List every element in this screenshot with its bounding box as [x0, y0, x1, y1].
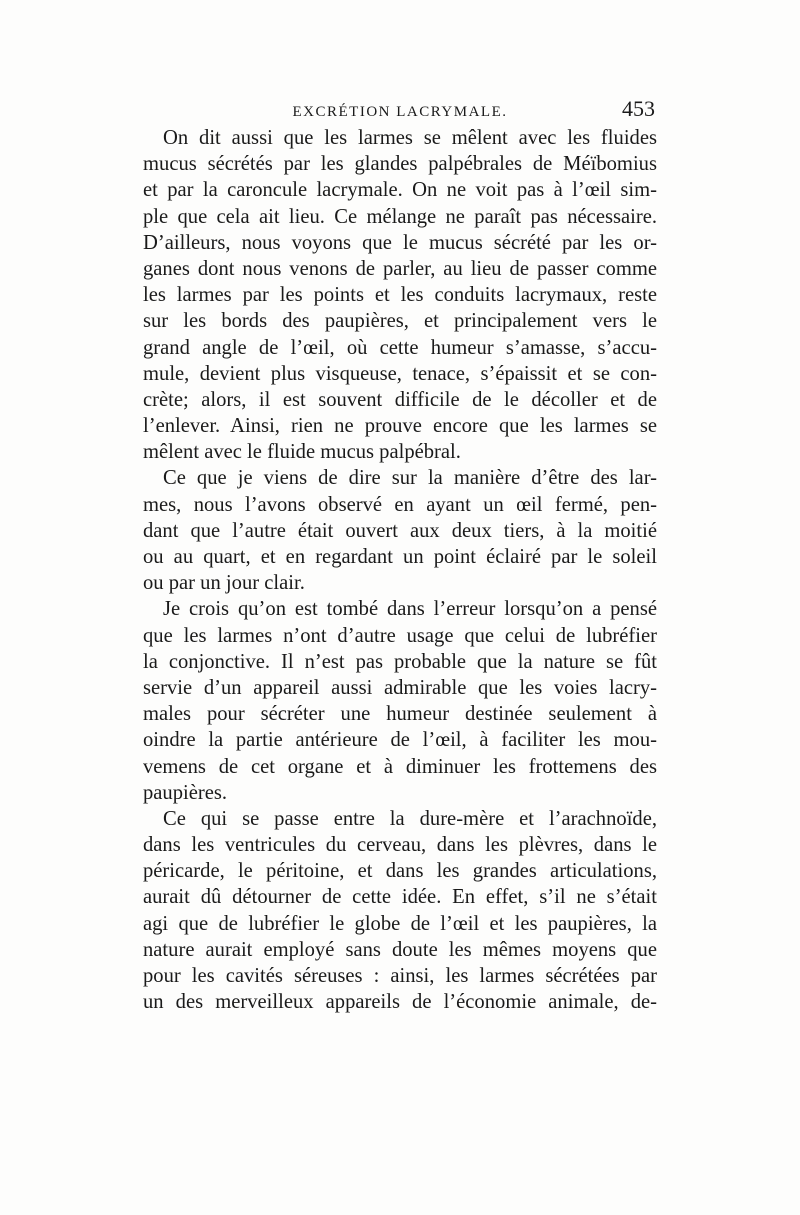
text-line: paupières. [143, 781, 228, 804]
text-line: mule, devient plus visqueuse, tenace, s’épaissit et se con- [143, 362, 657, 385]
running-title: EXCRÉTION LACRYMALE. [292, 104, 508, 120]
text-line: péricarde, le péritoine, et dans les grandes articulations, [143, 860, 657, 883]
text-line: la conjonctive. Il n’est pas probable que la nature se fût [143, 650, 657, 673]
text-line: ou par un jour clair. [143, 572, 305, 595]
text-line: un des merveilleux appareils de l’économie animale, de- [143, 991, 657, 1014]
text-line: l’enlever. Ainsi, rien ne prouve encore que les larmes se [143, 415, 657, 438]
text-line: ganes dont nous venons de parler, au lieu de passer comme [143, 257, 657, 280]
text-line: nature aurait employé sans doute les mêmes moyens que [143, 938, 657, 961]
text-line: Je crois qu’on est tombé dans l’erreur lorsqu’on a pensé [163, 598, 657, 621]
text-line: males pour sécréter une humeur destinée seulement à [143, 703, 657, 726]
text-line: Ce qui se passe entre la dure-mère et l’arachnoïde, [163, 807, 657, 830]
text-line: dans les ventricules du cerveau, dans les plèvres, dans le [143, 834, 657, 857]
text-line: oindre la partie antérieure de l’œil, à faciliter les mou- [143, 729, 657, 752]
text-line: aurait dû détourner de cette idée. En effet, s’il ne s’était [143, 886, 657, 909]
text-line: grand angle de l’œil, où cette humeur s’amasse, s’accu- [143, 336, 657, 359]
text-line: dant que l’autre était ouvert aux deux tiers, à la moitié [143, 519, 657, 542]
text-line: ple que cela ait lieu. Ce mélange ne paraît pas nécessaire. [143, 205, 657, 228]
text-line: mes, nous l’avons observé en ayant un œil fermé, pen- [143, 493, 657, 516]
text-line: servie d’un appareil aussi admirable que les voies lacry- [143, 676, 657, 699]
text-line: D’ailleurs, nous voyons que le mucus sécrété par les or- [143, 231, 657, 254]
running-head [145, 96, 655, 126]
text-line: agi que de lubréfier le globe de l’œil et les paupières, la [143, 912, 657, 935]
text-line: mêlent avec le fluide mucus palpébral. [143, 441, 461, 464]
text-line: crète; alors, il est souvent difficile de le décoller et de [143, 388, 657, 411]
text-line: Ce que je viens de dire sur la manière d’être des lar- [163, 467, 657, 490]
text-line: sur les bords des paupières, et principalement vers le [143, 310, 657, 333]
text-line: On dit aussi que les larmes se mêlent avec les fluides [163, 127, 657, 149]
text-line: ou au quart, et en regardant un point éclairé par le soleil [143, 546, 657, 568]
text-line: mucus sécrétés par les glandes palpébrales de Méïbomius [143, 153, 657, 176]
text-line: et par la caroncule lacrymale. On ne voit pas à l’œil sim- [143, 179, 657, 202]
body-text [143, 125, 657, 1015]
text-line: que les larmes n’ont d’autre usage que celui de lubréfier [143, 624, 657, 647]
text-line: pour les cavités séreuses : ainsi, les larmes sécrétées par [143, 965, 657, 987]
text-line: les larmes par les points et les conduits lacrymaux, reste [143, 284, 657, 307]
page-number: 453 [622, 96, 655, 121]
text-line: vemens de cet organe et à diminuer les frottemens des [143, 755, 657, 778]
